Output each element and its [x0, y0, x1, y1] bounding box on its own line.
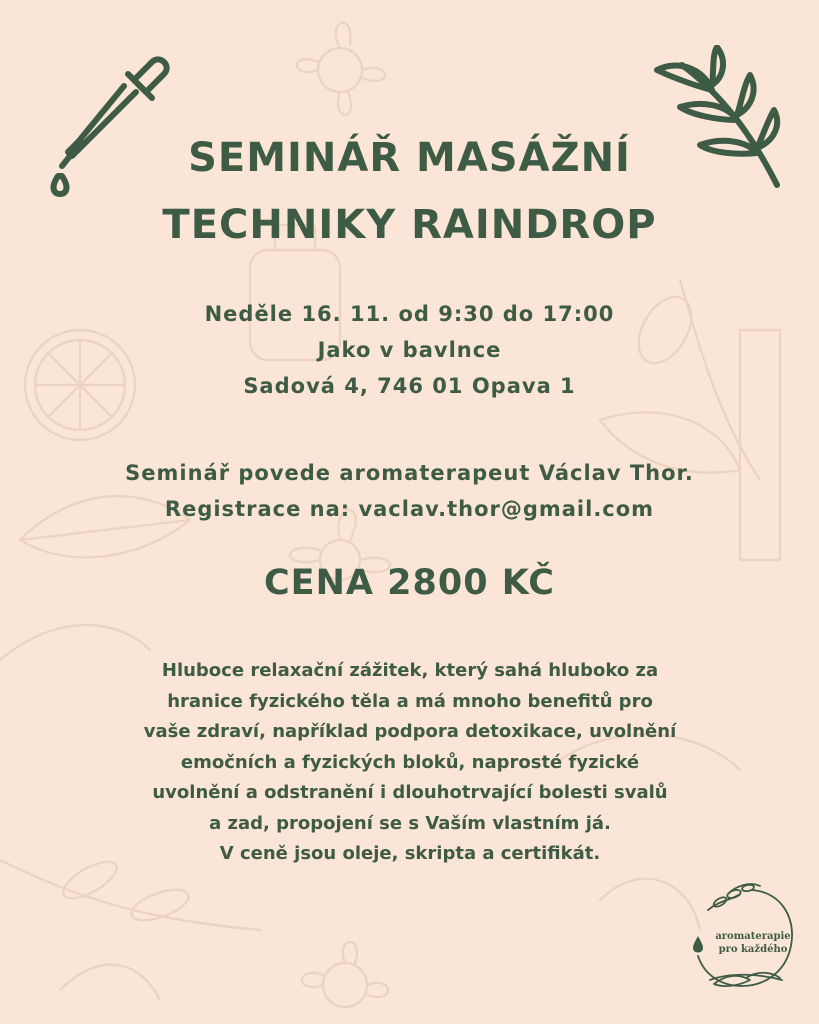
pattern-branch-bottom-left — [0, 855, 260, 1000]
title-line-2: TECHNIKY RAINDROP — [162, 202, 657, 248]
event-venue: Jako v bavlnce — [317, 338, 502, 362]
description-line: hranice fyzického těla a má mnoho benefitů pro — [167, 690, 653, 712]
logo-text-line-1: aromaterapie — [715, 931, 791, 942]
price: CENA 2800 KČ — [264, 563, 555, 603]
description-line: emočních a fyzických bloků, naprosté fyzické — [180, 751, 640, 773]
logo-text — [708, 930, 798, 956]
title-line-1: SEMINÁŘ MASÁŽNÍ — [188, 135, 631, 181]
event-info — [0, 296, 819, 404]
logo-drop-icon — [692, 935, 704, 953]
description-line: a zad, propojení se s Vaším vlastním já. — [209, 812, 611, 834]
description-line: Hluboce relaxační zážitek, který sahá hluboko za — [161, 660, 659, 681]
event-address: Sadová 4, 746 01 Opava 1 — [243, 374, 576, 398]
description-line: V ceně jsou oleje, skripta a certifikát. — [219, 843, 601, 864]
pattern-flower-bottom — [302, 942, 388, 1007]
registration-email: Registrace na: vaclav.thor@gmail.com — [164, 497, 655, 521]
description-line: uvolnění a odstranění i dlouhotrvající bolesti svalů — [152, 782, 668, 803]
organizer-lead: Seminář povede aromaterapeut Václav Thor. — [125, 461, 694, 485]
logo-badge — [690, 880, 800, 995]
event-datetime: Neděle 16. 11. od 9:30 do 17:00 — [204, 302, 615, 326]
description-line: vaše zdraví, například podpora detoxikace, uvolnění — [143, 721, 677, 742]
description — [60, 656, 760, 870]
pattern-flower-top — [297, 23, 385, 115]
organizer-info — [0, 455, 819, 527]
logo-text-line-2: pro každého — [718, 944, 788, 955]
